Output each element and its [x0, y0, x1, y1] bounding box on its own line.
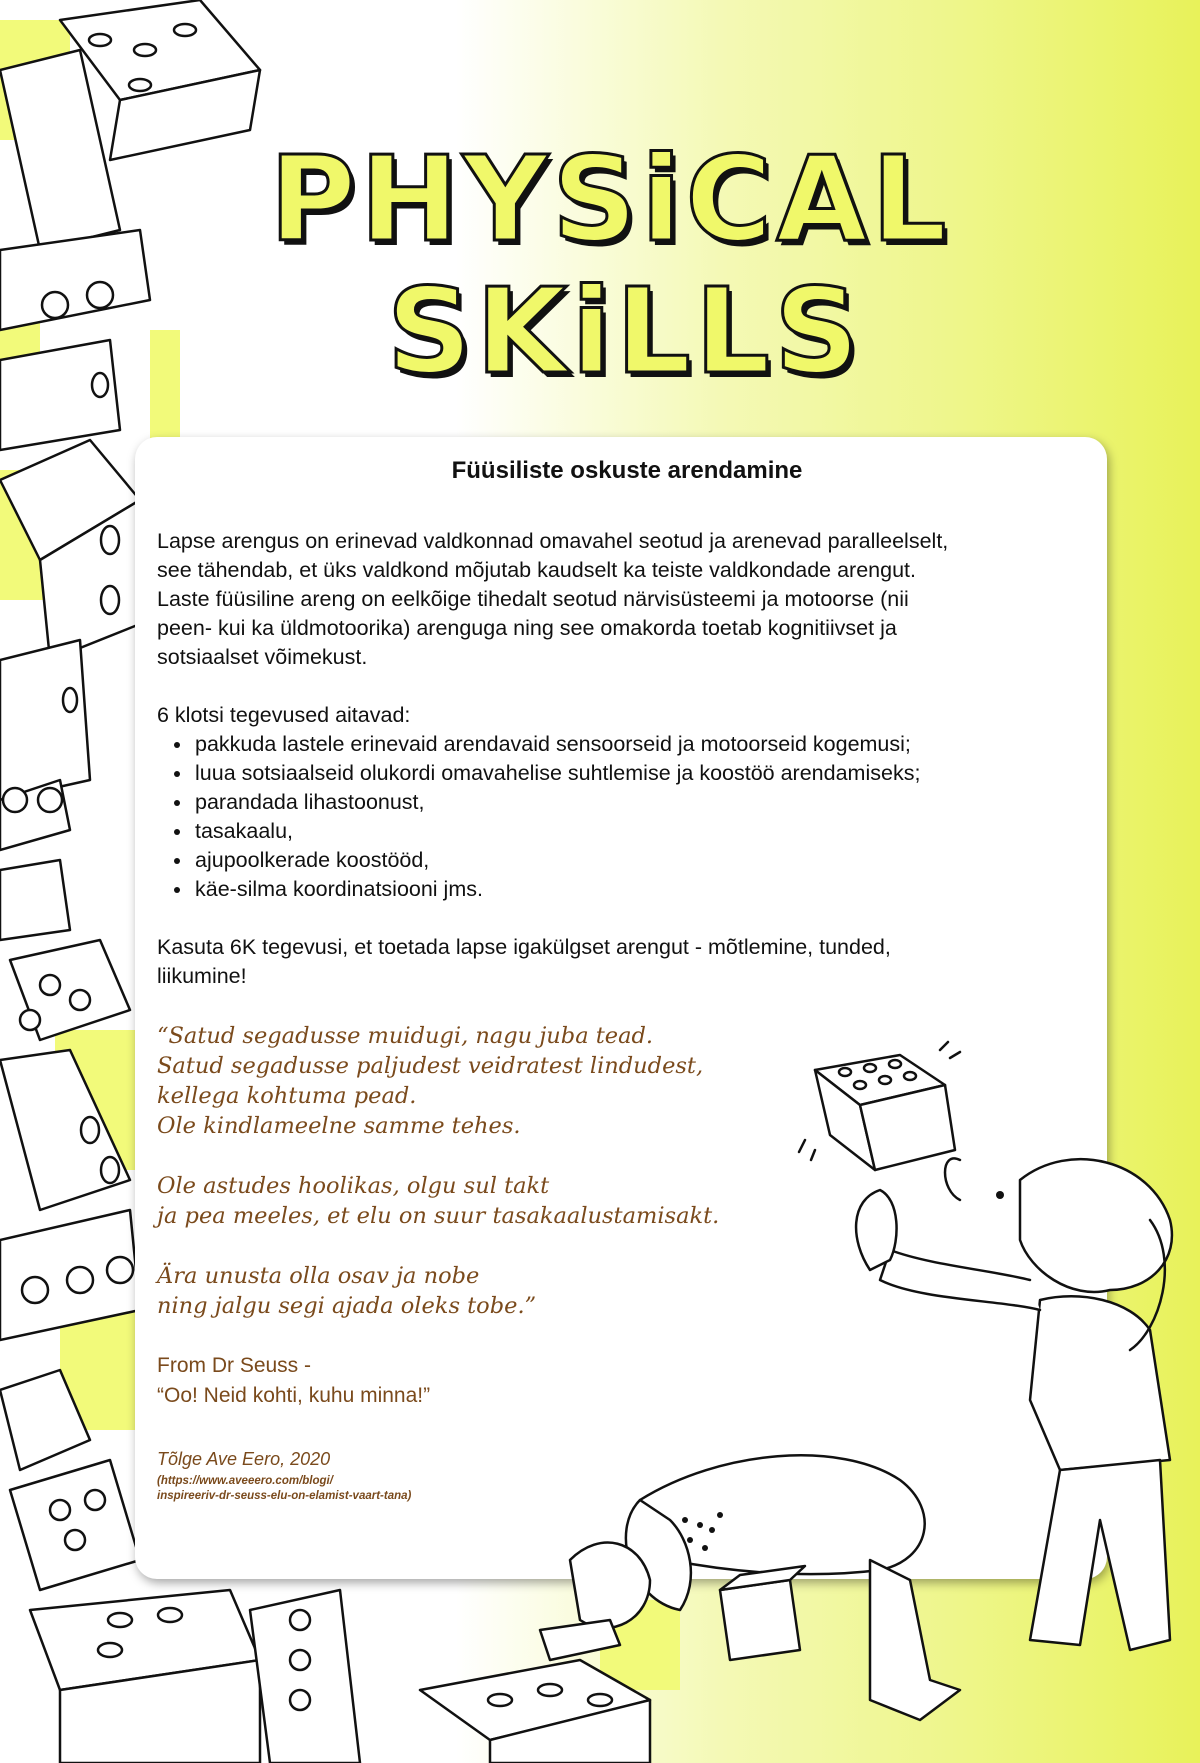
- translation-url: [157, 1474, 1097, 1504]
- poem-line: ja pea meeles, et elu on suur tasakaalustamisakt.: [157, 1203, 720, 1229]
- title-line-2: SKiLLS: [386, 262, 864, 400]
- url-line: inspireeriv-dr-seuss-elu-on-elamist-vaart-tana): [157, 1490, 412, 1502]
- closing-line: liikumine!: [157, 964, 247, 988]
- intro-line: sotsiaalset võimekust.: [157, 645, 368, 669]
- url-line: (https://www.aveeero.com/blogi/: [157, 1475, 333, 1487]
- card-heading: Füüsiliste oskuste arendamine: [451, 457, 803, 484]
- translation-credit: Tõlge Ave Eero, 2020: [157, 1449, 331, 1469]
- intro-line: see tähendab, et üks valdkond mõjutab kaudselt ka teiste valdkondade arengut.: [157, 558, 916, 582]
- poem-line: Satud segadusse paljudest veidratest lindudest,: [157, 1053, 704, 1079]
- intro-paragraph: [157, 527, 1097, 672]
- source-line: From Dr Seuss -: [157, 1354, 312, 1377]
- poem-line: ning jalgu segi ajada oleks tobe.”: [157, 1293, 537, 1319]
- list-item: • käe-silma koordinatsiooni jms.: [193, 875, 1097, 904]
- list-item: • tasakaalu,: [193, 817, 1097, 846]
- text-card: [135, 437, 1107, 1579]
- benefits-list: [157, 730, 1097, 904]
- title-line-1: PHYSiCAL: [269, 130, 951, 268]
- poem-line: “Satud segadusse muidugi, nagu juba tead.: [157, 1023, 654, 1049]
- poem-line: Ära unusta olla osav ja nobe: [157, 1263, 480, 1289]
- page-title: [240, 130, 980, 400]
- poem-stanza: [157, 1021, 1097, 1141]
- closing-line: Kasuta 6K tegevusi, et toetada lapse igakülgset arengut - mõtlemine, tunded,: [157, 935, 891, 959]
- intro-line: Laste füüsiline areng on eelkõige tihedalt seotud närvisüsteemi ja motoorse (nii: [157, 587, 909, 611]
- list-item: • ajupoolkerade koostööd,: [193, 846, 1097, 875]
- list-intro: 6 klotsi tegevused aitavad:: [157, 703, 411, 727]
- intro-line: peen- kui ka üldmotoorika) arenguga ning see omakorda toetab kognitiivset ja: [157, 616, 897, 640]
- poem-line: kellega kohtuma pead.: [157, 1083, 417, 1109]
- list-item: • pakkuda lastele erinevaid arendavaid sensoorseid ja motoorseid kogemusi;: [193, 730, 1097, 759]
- poem-line: Ole kindlameelne samme tehes.: [157, 1113, 521, 1139]
- quote-source: [157, 1351, 1097, 1411]
- intro-line: Lapse arengus on erinevad valdkonnad omavahel seotud ja arenevad paralleelselt,: [157, 529, 949, 553]
- poem-line: Ole astudes hoolikas, olgu sul takt: [157, 1173, 550, 1199]
- list-item: • parandada lihastoonust,: [193, 788, 1097, 817]
- source-line: “Oo! Neid kohti, kuhu minna!”: [157, 1384, 431, 1407]
- poem-stanza: [157, 1171, 1097, 1231]
- poem-stanza: [157, 1261, 1097, 1321]
- list-item: • luua sotsiaalseid olukordi omavahelise suhtlemise ja koostöö arendamiseks;: [193, 759, 1097, 788]
